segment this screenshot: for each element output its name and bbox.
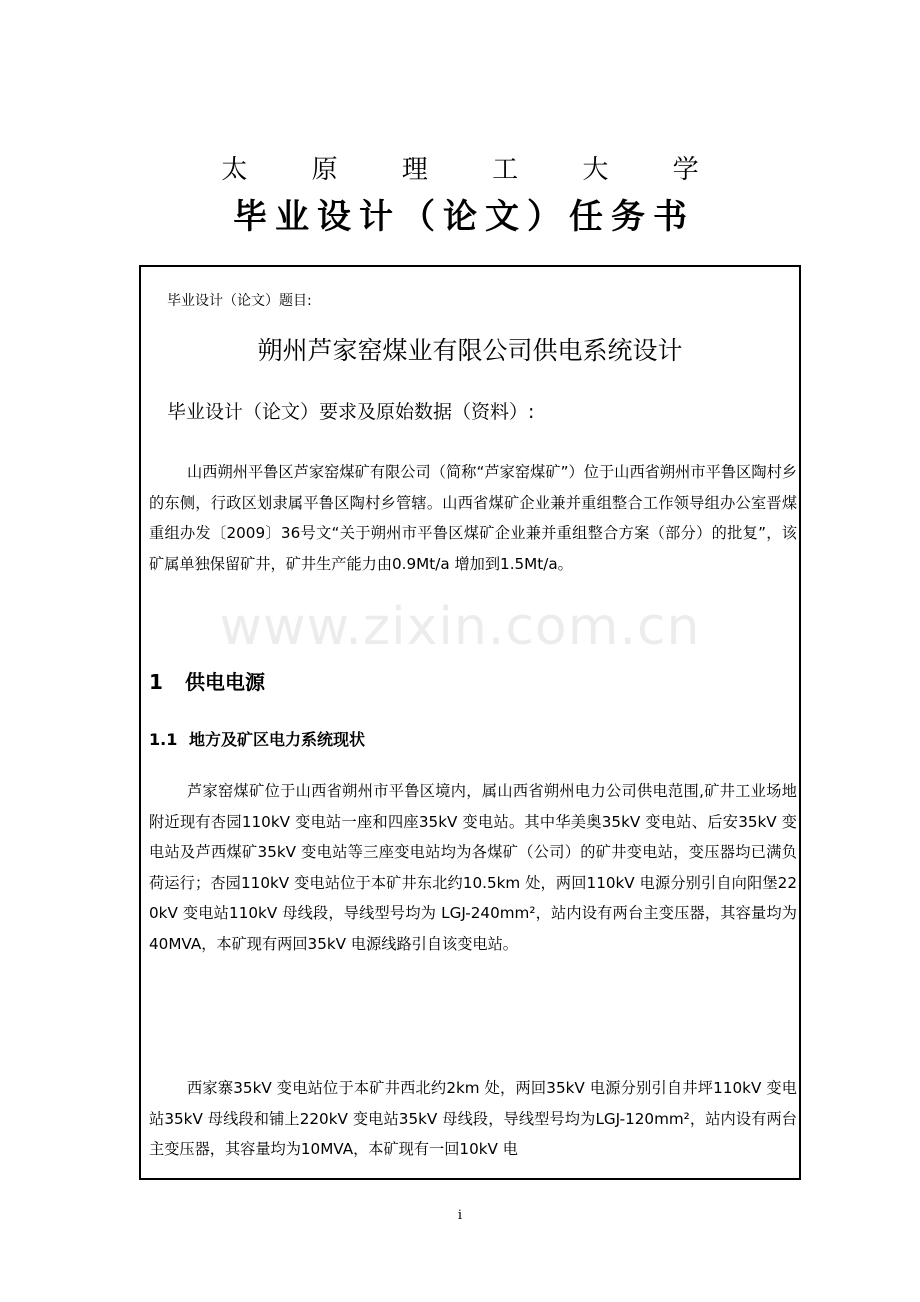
document-title: 毕业设计（论文）任务书 xyxy=(233,197,695,237)
page-number: i xyxy=(457,1208,463,1223)
requirements-label: 毕业设计（论文）要求及原始数据（资料）: xyxy=(167,401,535,423)
xijiazhai-paragraph: 西家寨35kV 变电站位于本矿井西北约2km 处，两回35kV 电源分别引自井坪110kV 变电站35kV 母线段和铺上220kV 变电站35kV 母线段，导线型号均为LGJ-120mm²，站内设有两台主变压器，其容量均为10MVA，本矿现有一回10kV 电 xyxy=(149,1079,797,1159)
power-status-paragraph: 芦家窑煤矿位于山西省朔州市平鲁区境内，属山西省朔州电力公司供电范围,矿井工业场地附近现有杏园110kV 变电站一座和四座35kV 变电站。其中华美奥35kV 变电站、后安35kV 变电站及芦西煤矿35kV 变电站等三座变电站均为各煤矿（公司）的矿井变电站，变压器均已满负荷运行；杏园110kV 变电站位于本矿井东北约10.5km 处，两回110kV 电源分别引自向阳堡220kV 变电站110kV 母线段，导线型号均为 LGJ-240mm²，站内设有两台主变压器，其容量均为40MVA，本矿现有两回35kV 电源线路引自该变电站。 xyxy=(149,782,797,953)
watermark: www.zixin.com.cn xyxy=(219,597,701,657)
university-name: 太 原 理 工 大 学 xyxy=(221,155,727,185)
section-1-title: 供电电源 xyxy=(185,670,265,694)
intro-paragraph: 山西朔州平鲁区芦家窑煤矿有限公司（简称“芦家窑煤矿”）位于山西省朔州市平鲁区陶村乡的东侧，行政区划隶属平鲁区陶村乡管辖。山西省煤矿企业兼并重组整合工作领导组办公室晋煤重组办发〔2009〕36号文“关于朔州市平鲁区煤矿企业兼并重组整合方案（部分）的批复”，该矿属单独保留矿井，矿井生产能力由0.9Mt/a 增加到1.5Mt/a。 xyxy=(149,463,797,573)
section-1-1-title: 地方及矿区电力系统现状 xyxy=(189,730,366,749)
section-1-heading xyxy=(149,667,265,697)
task-form-box xyxy=(139,265,801,1180)
topic-label: 毕业设计（论文）题目: xyxy=(167,293,312,309)
section-1-1-heading xyxy=(149,727,365,753)
thesis-topic: 朔州芦家窑煤业有限公司供电系统设计 xyxy=(257,336,683,365)
section-1-number: 1 xyxy=(149,670,163,694)
section-1-1-number: 1.1 xyxy=(149,730,178,749)
